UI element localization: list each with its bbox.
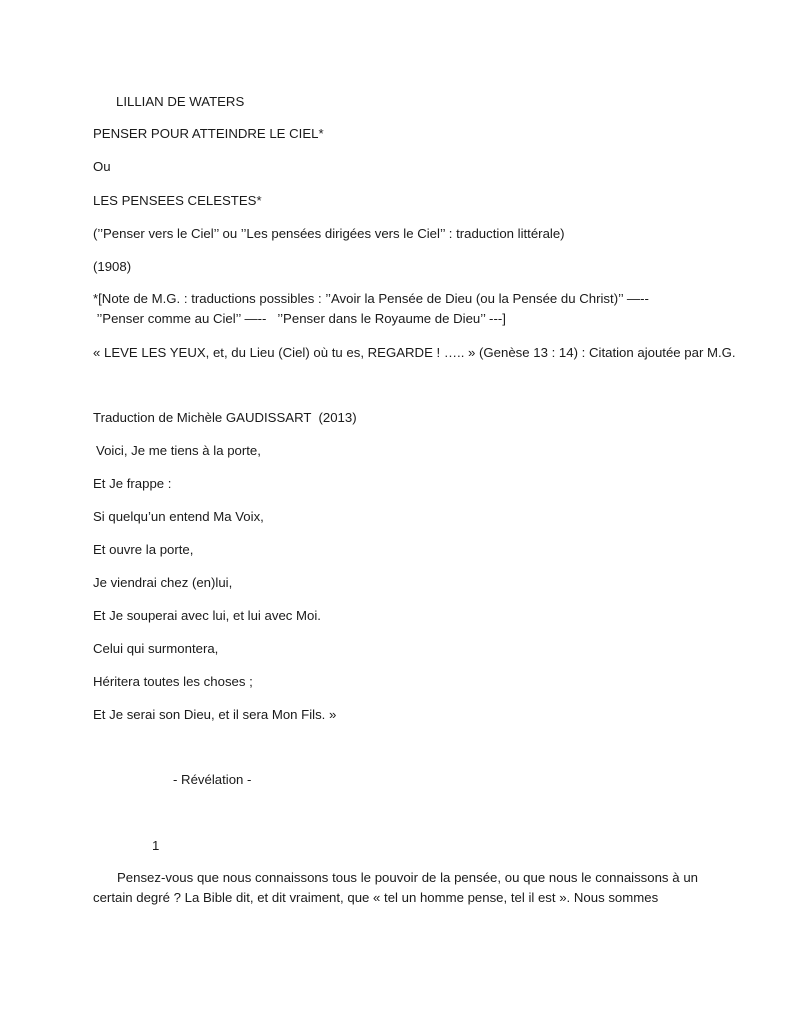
literal-translation: (’’Penser vers le Ciel’’ ou ’’Les pensées dirigées vers le Ciel’’ : traduction littérale) [93,226,565,241]
verse-line: Et ouvre la porte, [93,542,194,557]
verse-line: Voici, Je me tiens à la porte, [96,443,261,458]
title-conjunction: Ou [93,159,111,174]
author-name: LILLIAN DE WATERS [116,94,245,109]
body-paragraph: Pensez-vous que nous connaissons tous le pouvoir de la pensée, ou que nous le connaissons à un certain degré ? La Bible dit, et dit vraiment, que « tel un homme pense, tel il est ». Nous sommes [93,870,698,905]
alternate-title: LES PENSEES CELESTES* [93,193,262,208]
verse-line: Et Je serai son Dieu, et il sera Mon Fils. » [93,707,337,722]
translator-credit: Traduction de Michèle GAUDISSART (2013) [93,410,357,425]
publication-year: (1908) [93,259,132,274]
verse-line: Et Je souperai avec lui, et lui avec Moi. [93,608,321,623]
translator-note: *[Note de M.G. : traductions possibles : ’’Avoir la Pensée de Dieu (ou la Pensée du Christ)’’ —-- ’’Penser comme au Ciel’’ —-- ’’Penser dans le Royaume de Dieu’’ ---] [93,291,649,326]
verse-source: - Révélation - [173,772,252,787]
verse-line: Je viendrai chez (en)lui, [93,575,233,590]
verse-line: Héritera toutes les choses ; [93,674,253,689]
verse-line: Celui qui surmontera, [93,641,219,656]
verse-line: Si quelqu’un entend Ma Voix, [93,509,264,524]
document-title: PENSER POUR ATTEINDRE LE CIEL* [93,126,324,141]
genesis-citation: « LEVE LES YEUX, et, du Lieu (Ciel) où tu es, REGARDE ! ….. » (Genèse 13 : 14) : Citation ajoutée par M.G. [93,345,736,360]
chapter-number: 1 [152,838,160,853]
verse-line: Et Je frappe : [93,476,172,491]
